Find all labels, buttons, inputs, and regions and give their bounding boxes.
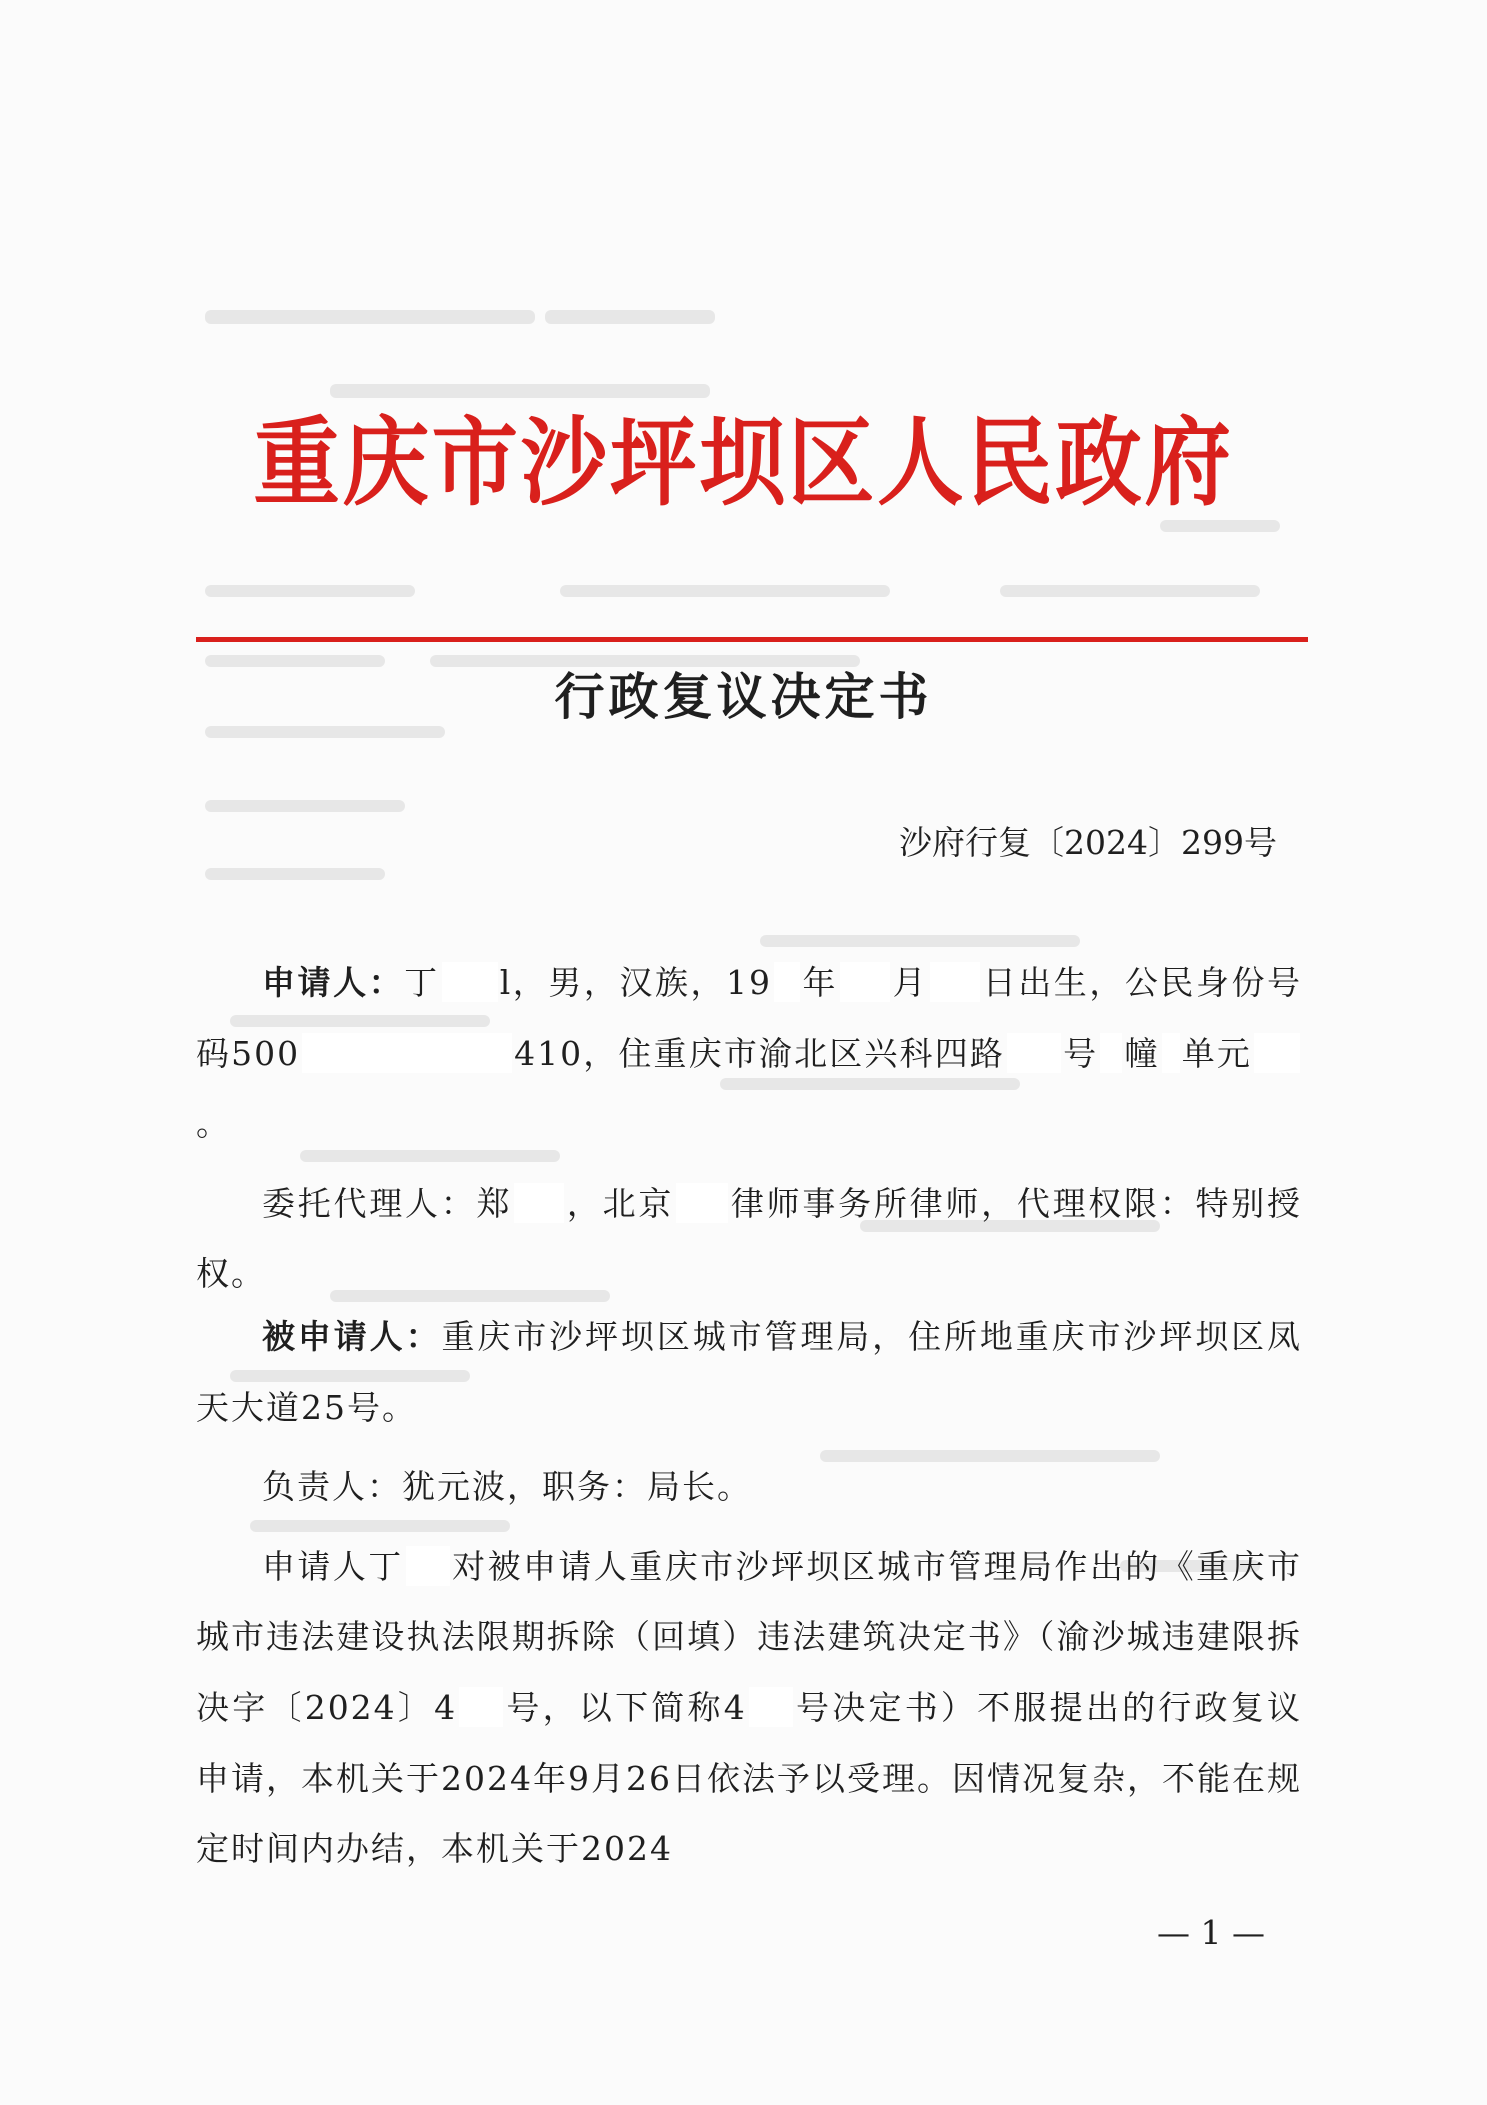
case-text-1: 申请人丁: [262, 1546, 404, 1586]
applicant-text-9: 单元: [1181, 1033, 1253, 1073]
page-number: — 1 —: [1157, 1913, 1265, 1952]
applicant-text-7: 号: [1063, 1033, 1099, 1073]
redaction-box: [406, 1546, 450, 1586]
applicant-text-4: 月: [892, 963, 929, 1002]
body-section-upper: [196, 948, 1302, 1310]
respondent-text: 重庆市沙坪坝区城市管理局，住所地重庆市沙坪坝区凤天大道25号。: [196, 1317, 1303, 1427]
document-title: 行政复议决定书: [554, 667, 933, 726]
redaction-box: [1254, 1033, 1300, 1073]
case-text-3: 号，以下简称4: [505, 1687, 747, 1727]
red-divider-line: [196, 637, 1308, 642]
redaction-box: [1007, 1033, 1061, 1073]
redaction-box: [302, 1033, 512, 1073]
agent-text-2: ，北京: [566, 1183, 675, 1223]
redaction-box: [749, 1687, 793, 1727]
redaction-box: [774, 962, 800, 1002]
applicant-text-2: l，男，汉族，19: [499, 963, 773, 1002]
agent-paragraph: [196, 1169, 1302, 1310]
applicant-text-10: 。: [196, 1104, 231, 1144]
respondent-label: 被申请人：: [262, 1317, 442, 1356]
agent-text-3: 律师事务所律师，代理权限：特别授权。: [196, 1183, 1303, 1294]
respondent-paragraph: [196, 1302, 1302, 1443]
applicant-text-5: 日出生，公民身份号码500: [196, 963, 1303, 1073]
agent-text-1: 委托代理人：郑: [262, 1183, 513, 1223]
case-paragraph: [196, 1532, 1302, 1885]
issuer-masthead: 重庆市沙坪坝区人民政府: [253, 406, 1234, 519]
case-text-4: 号决定书）不服提出的行政复议申请，本机关于2024年9月26日依法予以受理。因情况复杂，不能在规定时间内办结，本机关于2024: [196, 1687, 1303, 1869]
applicant-text-3: 年: [802, 963, 839, 1002]
applicant-label: 申请人：: [262, 963, 405, 1002]
redaction-box: [840, 962, 890, 1002]
redaction-box: [1100, 1033, 1122, 1073]
applicant-text-1: 丁: [404, 963, 440, 1002]
redaction-box: [459, 1687, 503, 1727]
redaction-box: [514, 1183, 564, 1223]
body-section-lower: [196, 1302, 1302, 1885]
redaction-box: [676, 1183, 728, 1223]
document-number: 沙府行复〔2024〕299号: [899, 823, 1277, 862]
redaction-box: [1162, 1033, 1180, 1073]
applicant-text-6: 410，住重庆市渝北区兴科四路: [514, 1033, 1005, 1073]
redaction-box: [442, 962, 498, 1002]
applicant-text-8: 幢: [1124, 1033, 1160, 1073]
applicant-paragraph: [196, 948, 1302, 1160]
redaction-box: [930, 962, 980, 1002]
case-text-2: 对被申请人重庆市沙坪坝区城市管理局作出的《重庆市城市违法建设执法限期拆除（回填）违法建筑决定书》（渝沙城违建限拆决字〔2024〕4: [196, 1546, 1303, 1727]
responsible-person-paragraph: 负责人：犹元波，职务：局长。: [262, 1467, 752, 1507]
